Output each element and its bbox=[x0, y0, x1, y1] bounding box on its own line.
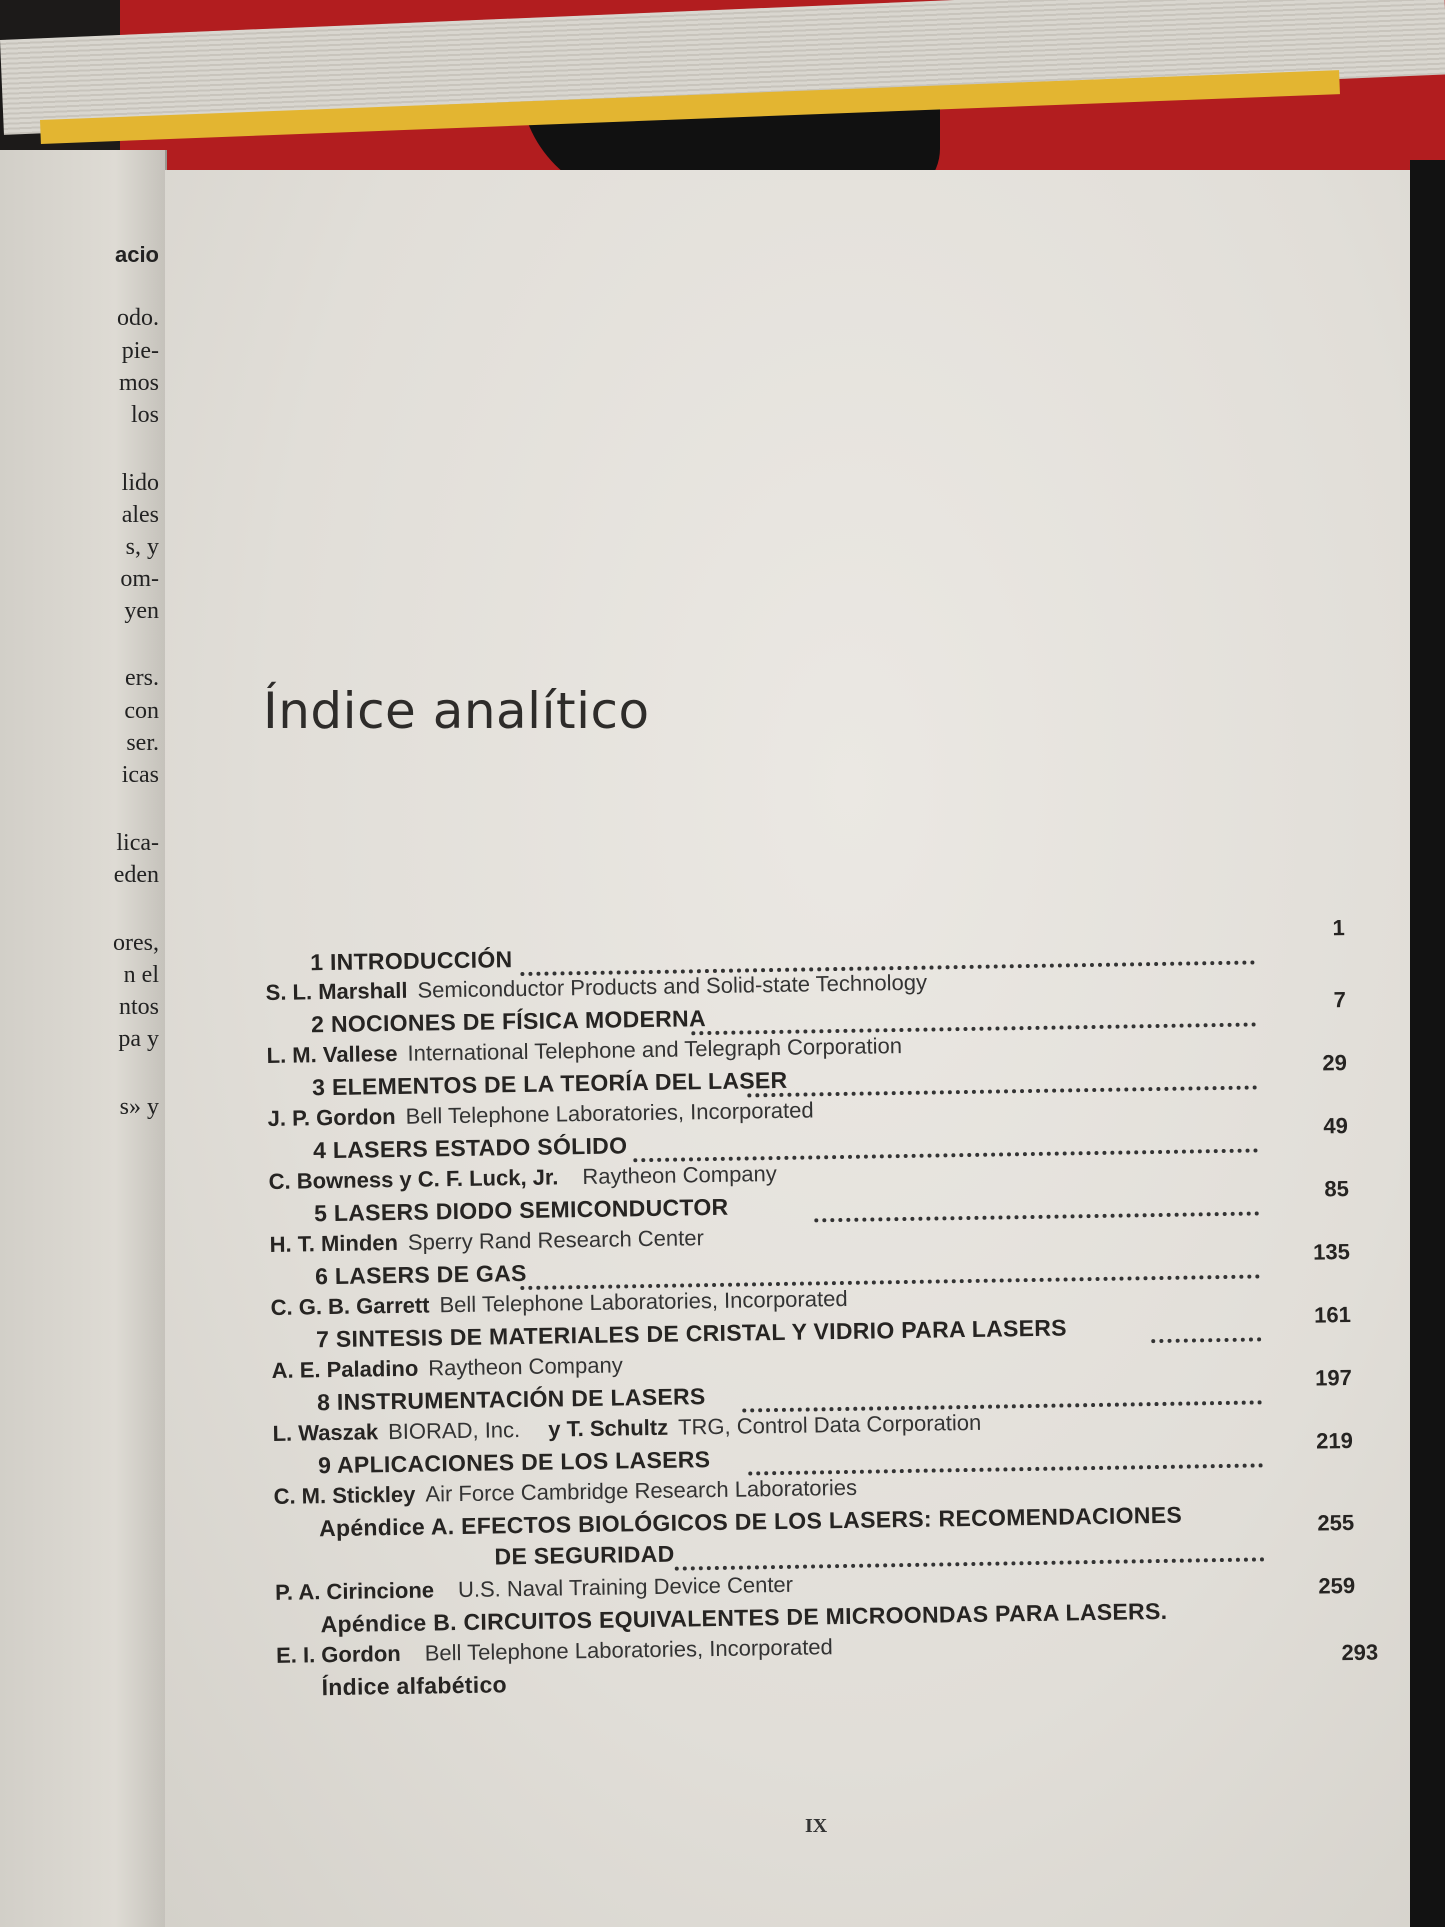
toc-author: L. Waszak bbox=[272, 1419, 379, 1446]
toc-affiliation: Semiconductor Products and Solid-state Technology bbox=[417, 969, 928, 1003]
toc-entry-title: 6 LASERS DE GAS bbox=[314, 1259, 527, 1290]
leader-dots bbox=[675, 1555, 1265, 1570]
left-page-line: om- bbox=[120, 566, 159, 592]
toc-entry-page: 161 bbox=[1313, 1301, 1352, 1328]
leader-dots bbox=[520, 1272, 1260, 1290]
page-folio: IX bbox=[805, 1815, 828, 1837]
left-page-line: ntos bbox=[118, 994, 159, 1020]
toc-entry-title: Apéndice A. EFECTOS BIOLÓGICOS DE LOS LASERS: RECOMENDACIONES bbox=[318, 1501, 1183, 1542]
toc-entry-title: 4 LASERS ESTADO SÓLIDO bbox=[312, 1132, 628, 1164]
toc-affiliation: Raytheon Company bbox=[428, 1352, 623, 1381]
left-page-line: ales bbox=[121, 502, 159, 528]
left-page-line: con bbox=[124, 698, 159, 724]
left-page bbox=[0, 150, 167, 1927]
toc-author: H. T. Minden bbox=[269, 1229, 399, 1257]
left-page-line: pa y bbox=[118, 1026, 159, 1052]
toc-affiliation: Raytheon Company bbox=[582, 1160, 777, 1190]
left-page-line: yen bbox=[124, 598, 159, 624]
right-page bbox=[165, 170, 1410, 1927]
toc-entry-page: 1 bbox=[1332, 915, 1345, 941]
toc-entry-title: 7 SINTESIS DE MATERIALES DE CRISTAL Y VIDRIO PARA LASERS bbox=[315, 1314, 1068, 1353]
toc-author: L. M. Vallese bbox=[266, 1040, 398, 1068]
toc-author: C. G. B. Garrett bbox=[270, 1292, 430, 1320]
page-title: Índice analítico bbox=[263, 682, 650, 740]
toc-entry-title: 1 INTRODUCCIÓN bbox=[309, 946, 513, 976]
left-page-line: ser. bbox=[126, 730, 159, 756]
toc-affiliation: U.S. Naval Training Device Center bbox=[457, 1571, 794, 1603]
toc-affiliation: Air Force Cambridge Research Laboratories bbox=[425, 1474, 858, 1507]
toc-entry-title-continued: DE SEGURIDAD bbox=[494, 1540, 675, 1570]
toc-entry-page: 29 bbox=[1322, 1050, 1348, 1076]
toc-entry-title: Apéndice B. CIRCUITOS EQUIVALENTES DE MICROONDAS PARA LASERS. bbox=[320, 1597, 1168, 1638]
toc-author: J. P. Gordon bbox=[267, 1103, 396, 1131]
leader-dots bbox=[1151, 1335, 1261, 1343]
toc-entry-title: 8 INSTRUMENTACIÓN DE LASERS bbox=[316, 1383, 706, 1416]
left-page-line: s» y bbox=[119, 1094, 159, 1120]
toc-entry-page: 49 bbox=[1323, 1113, 1349, 1139]
leader-dots bbox=[747, 1083, 1257, 1097]
left-page-line: pie- bbox=[121, 338, 159, 364]
toc-entry-page: 255 bbox=[1317, 1509, 1355, 1536]
left-page-line: odo. bbox=[117, 305, 159, 331]
toc-author: E. I. Gordon bbox=[275, 1640, 401, 1668]
toc-entry-page: 85 bbox=[1324, 1176, 1350, 1202]
leader-dots bbox=[814, 1209, 1259, 1222]
toc-author: S. L. Marshall bbox=[265, 977, 408, 1005]
left-page-line: lica- bbox=[116, 830, 159, 856]
toc-entry-page: 197 bbox=[1314, 1364, 1353, 1391]
left-page-line: eden bbox=[113, 862, 159, 888]
left-page-line: s, y bbox=[125, 534, 159, 560]
toc-entry-page: 7 bbox=[1333, 987, 1347, 1013]
left-page-line: los bbox=[130, 402, 159, 428]
left-page-line: icas bbox=[121, 762, 159, 788]
toc-author: C. Bowness y C. F. Luck, Jr. bbox=[268, 1164, 559, 1194]
leader-dots bbox=[691, 1020, 1256, 1035]
toc-affiliation: Bell Telephone Laboratories, Incorporated bbox=[439, 1285, 848, 1318]
left-page-line: ores, bbox=[113, 930, 159, 956]
toc-author: P. A. Cirincione bbox=[274, 1577, 435, 1605]
toc-entry-title: Índice alfabético bbox=[321, 1671, 508, 1701]
toc-author-line bbox=[271, 1352, 623, 1384]
toc-entry-page: 219 bbox=[1315, 1427, 1354, 1454]
toc-entry-page: 135 bbox=[1312, 1238, 1351, 1265]
background-dark-edge bbox=[1410, 160, 1445, 1927]
toc-affiliation: International Telephone and Telegraph Corporation bbox=[407, 1033, 903, 1066]
toc-affiliation: TRG, Control Data Corporation bbox=[677, 1409, 982, 1440]
toc-affiliation: Sperry Rand Research Center bbox=[407, 1225, 705, 1255]
toc-entry-title: 2 NOCIONES DE FÍSICA MODERNA bbox=[310, 1005, 707, 1038]
left-page-line: ers. bbox=[125, 665, 159, 691]
toc-entry-page: 293 bbox=[1341, 1639, 1379, 1666]
left-page-line: acio bbox=[114, 242, 159, 267]
leader-dots bbox=[748, 1461, 1263, 1475]
toc-affiliation: Bell Telephone Laboratories, Incorporated bbox=[424, 1634, 833, 1666]
toc-affiliation: BIORAD, Inc. bbox=[387, 1417, 521, 1445]
toc-entry-title: 9 APLICACIONES DE LOS LASERS bbox=[317, 1446, 711, 1479]
toc-author-line bbox=[269, 1225, 704, 1258]
leader-dots bbox=[633, 1146, 1258, 1162]
toc-entry-title: 5 LASERS DIODO SEMICONDUCTOR bbox=[313, 1193, 729, 1227]
toc-entry-page: 259 bbox=[1318, 1572, 1356, 1599]
table-of-contents bbox=[265, 915, 1379, 1900]
toc-affiliation: Bell Telephone Laboratories, Incorporated bbox=[405, 1097, 814, 1129]
toc-author: A. E. Paladino bbox=[271, 1355, 419, 1383]
toc-author: C. M. Stickley bbox=[273, 1481, 416, 1509]
leader-dots bbox=[742, 1398, 1262, 1412]
toc-entry-title: 3 ELEMENTOS DE LA TEORÍA DEL LASER bbox=[311, 1066, 788, 1101]
left-page-line: mos bbox=[118, 370, 159, 396]
left-page-line: n el bbox=[123, 962, 159, 988]
left-page-line: lido bbox=[121, 470, 159, 496]
toc-author: y T. Schultz bbox=[548, 1414, 669, 1442]
